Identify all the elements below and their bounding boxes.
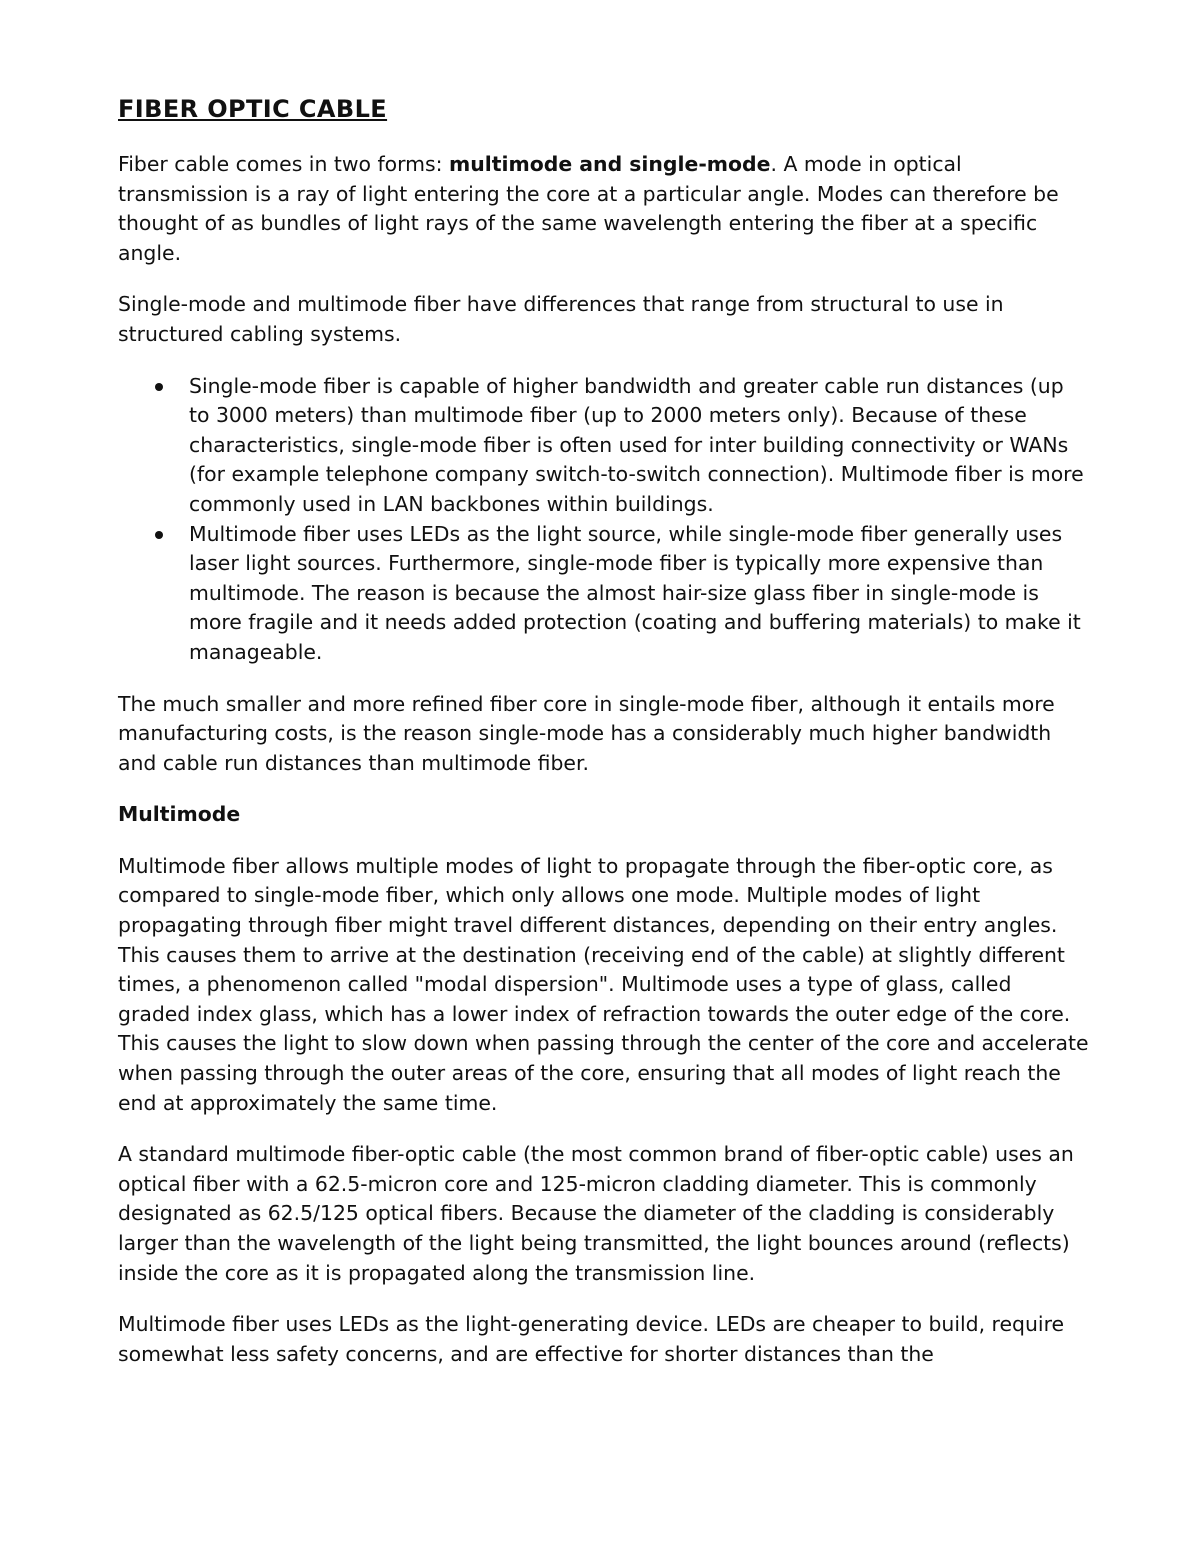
multimode-paragraph-1: Multimode fiber allows multiple modes of light to propagate through the fiber-optic core, as compared to single-mode fiber, which only allows one mode. Multiple modes of light propagating through fiber might travel different distances, depending on their entry angles. This causes them to arrive at the destination (receiving end of the cable) at slightly different times, a phenomenon called "modal dispersion". Multimode uses a type of glass, called graded index glass, which has a lower index of refraction towards the outer edge of the core. This causes the light to slow down when passing through the center of the core and accelerate when passing through the outer areas of the core, ensuring that all modes of light reach the end at approximately the same time. — [118, 853, 1089, 1115]
intro-bold-text: multimode and single-mode — [449, 152, 771, 176]
multimode-paragraph-2: A standard multimode fiber-optic cable (the most common brand of fiber-optic cable) uses an optical fiber with a 62.5-micron core and 125-micron cladding diameter. This is commonly designated as 62.5/125 optical fibers. Because the diameter of the cladding is considerably larger than the wavelength of the light being transmitted, the light bounces around (reflects) inside the core as it is propagated along the transmission line. — [118, 1142, 1074, 1285]
intro-paragraph — [118, 150, 1090, 268]
differences-paragraph: Single-mode and multimode fiber have differences that range from structural to use in structured cabling systems. — [118, 292, 1004, 346]
bullet-item-light-source — [118, 520, 1090, 668]
multimode-paragraph-3: Multimode fiber uses LEDs as the light-generating device. LEDs are cheaper to build, require somewhat less safety concerns, and are effective for shorter distances than the — [118, 1312, 1065, 1366]
bullet-item-bandwidth — [118, 372, 1090, 520]
document-page — [118, 92, 1090, 1391]
bullet-icon — [155, 383, 163, 391]
bullet-list — [118, 372, 1090, 668]
intro-text-start: Fiber cable comes in two forms: — [118, 152, 450, 176]
intro-text-end: . A mode in optical transmission is a ray of light entering the core at a particular angle. Modes can therefore be thought of as bundles of light rays of the same wavelength entering the fiber at a specific angle. — [118, 152, 1059, 265]
bullet-icon — [155, 531, 163, 539]
bullet-text: Multimode fiber uses LEDs as the light source, while single-mode fiber generally uses laser light sources. Furthermore, single-mode fiber is typically more expensive than multimode. The reason is because the almost hair-size glass fiber in single-mode is more fragile and it needs added protection (coating and buffering materials) to make it manageable. — [189, 521, 1081, 664]
core-paragraph: The much smaller and more refined fiber core in single-mode fiber, although it entails more manufacturing costs, is the reason single-mode has a considerably much higher bandwidth and cable run distances than multimode fiber. — [118, 691, 1055, 775]
page-title: FIBER OPTIC CABLE — [118, 95, 388, 123]
bullet-text: Single-mode fiber is capable of higher bandwidth and greater cable run distances (up to 3000 meters) than multimode fiber (up to 2000 meters only). Because of these characteristics, single-mode fiber is often used for inter building connectivity or WANs (for example telephone company switch-to-switch connection). Multimode fiber is more commonly used in LAN backbones within buildings. — [189, 373, 1084, 516]
multimode-heading: Multimode — [118, 802, 241, 827]
